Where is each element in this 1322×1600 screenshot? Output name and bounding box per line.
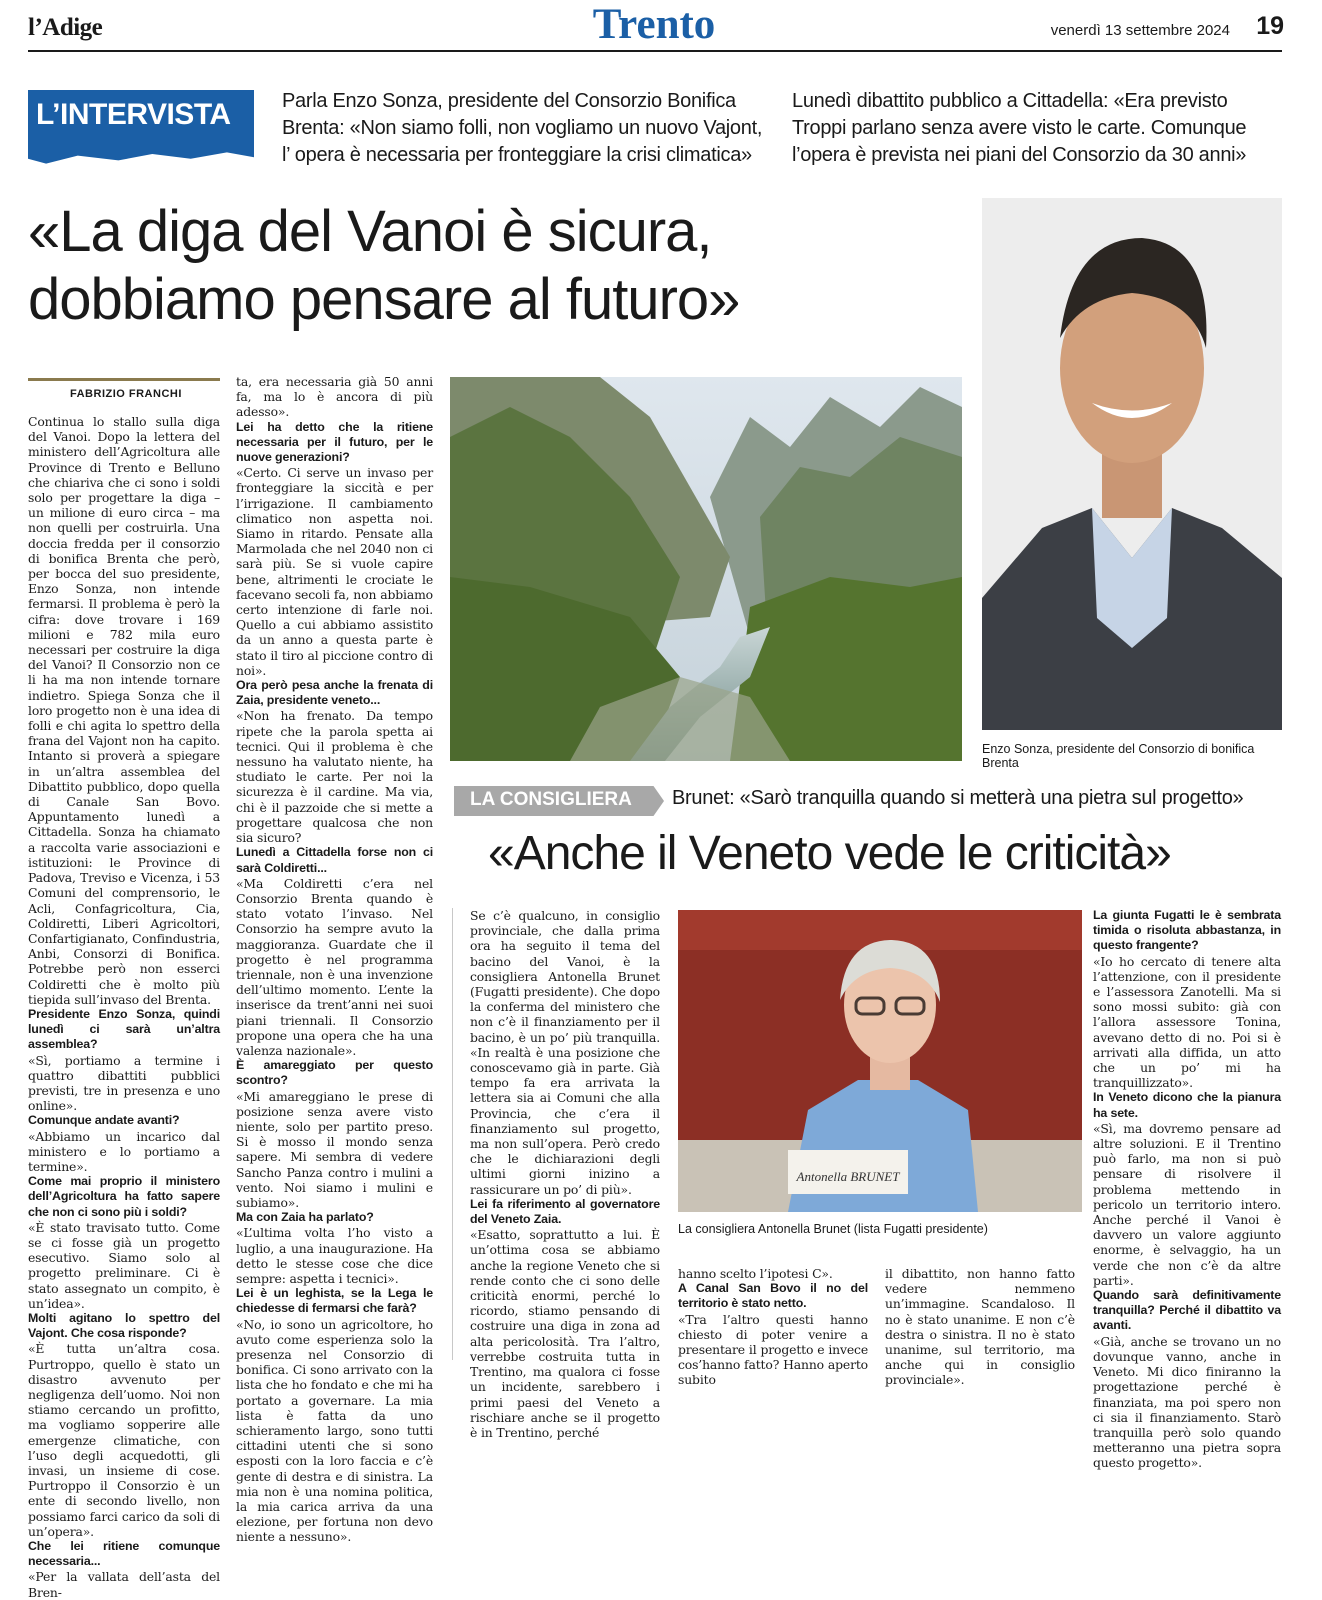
body-paragraph: «Per la vallata dell’asta del Bren- xyxy=(28,1569,220,1600)
body-paragraph: «Sì, portiamo a termine i quattro dibattiti pubblici previsti, tre in presenza e uno online». xyxy=(28,1052,220,1114)
interview-question: È amareggiato per questo scontro? xyxy=(236,1058,433,1088)
body-paragraph: Continua lo stallo sulla diga del Vanoi. Dopo la lettera del ministero dell’Agricoltura alle Province di Trento e Belluno che chiariva che ci sono i soldi solo per progettare la diga – un milione di euro circa – ma non quelli per costruirla. Una doccia fredda per il consorzio di bonifica Brenta che però, per bocca del suo presidente, Enzo Sonza, non intende fermarsi. Il problema è però la cifra: dove trovare i 169 milioni e 782 mila euro necessari per costruire la diga del Vanoi? Il Consorzio non ce li ha ma non intende tornare indietro. Spiega Sonza che il loro progetto non è una idea di folli e chi agita lo spettro della frana del Vajont non ha capito. Intanto si proverà a spiegare in un’altra assemblea del Dibattito pubblico, dopo quella di Canale San Bovo. Appuntamento lunedì a Cittadella. Sonza ha chiamato a raccolta varie associazioni e istituzioni: le Province di Padova, Treviso e Vicenza, i 53 Comuni del comprensorio, le Acli, Confagricoltura, Cia, Coldiretti, Liberi Agricoltori, Confartigianato, Confindustria, Anbi, Consorzi di Bonifica. Potrebbe però non esserci Coldiretti che è molto più tiepida sull’invaso del Brenta. xyxy=(28,414,220,1007)
interview-question: A Canal San Bovo il no del territorio è stato netto. xyxy=(678,1281,868,1311)
brunet-caption: La consigliera Antonella Brunet (lista Fugatti presidente) xyxy=(678,1222,988,1236)
page-number: 19 xyxy=(1256,12,1284,40)
body-paragraph: «Già, anche se trovano un no dovunque vanno, anche in Veneto. Mi dico finiranno la progettazione perché è finanziata, ma poi spero non ci sia il finanziamento. Starò tranquilla però solo quando metteranno una pietra sopra questo progetto». xyxy=(1093,1333,1281,1471)
secondary-kicker: Brunet: «Sarò tranquilla quando si metterà una pietra sul progetto» xyxy=(672,787,1244,809)
article2-column-3 xyxy=(885,1266,1075,1388)
column-divider xyxy=(452,908,453,1360)
interview-question: Ma con Zaia ha parlato? xyxy=(236,1210,374,1225)
issue-date: venerdì 13 settembre 2024 xyxy=(1050,22,1230,39)
nameplate-text: Antonella BRUNET xyxy=(796,1169,900,1184)
headline-line-1: «La diga del Vanoi è sicura, xyxy=(28,199,712,264)
body-paragraph: «Ma Coldiretti c’era nel Consorzio Brenta quando è stato votato l’invaso. Nel Consorzio ha sempre avuto la maggioranza. Guardate che il progetto è nel programma triennale, non è una invenzione dell’ultimo momento. L’ente la inserisce da trent’anni nei suoi piani triennali. Il Consorzio propone una opera che ha una valenza nazionale». xyxy=(236,875,433,1058)
body-paragraph: «L’ultima volta l’ho visto a luglio, a una inaugurazione. Ha detto le stesse cose che dice sempre: aspetta i tecnici». xyxy=(236,1225,433,1286)
interview-question: Presidente Enzo Sonza, quindi lunedì ci sarà un’altra assemblea? xyxy=(28,1006,220,1052)
kicker-summary-right: Lunedì dibattito pubblico a Cittadella: «Era previsto Troppi parlano senza avere visto le carte. Comunque l’opera è prevista nei piani del Consorzio da 30 anni» xyxy=(792,90,1247,166)
interview-question: Che lei ritiene comunque necessaria... xyxy=(28,1539,220,1569)
interview-question: Lei fa riferimento al governatore del Veneto Zaia. xyxy=(470,1196,660,1227)
byline-rule xyxy=(28,378,220,381)
body-paragraph: «Esatto, soprattutto a lui. È un’ottima cosa se abbiamo anche la regione Veneto che si rende conto che ci sono delle criticità enormi, perché lo ricordo, stiamo pensando di costruire una diga in zona ad alta pericolosità. Tra l’altro, verrebbe costruita tutta in Trentino, ma qualora ci fosse un incidente, sarebbero i primi paesi del Veneto a rischiare anche se il progetto è in Trentino, perché xyxy=(470,1227,660,1440)
interview-question: Molti agitano lo spettro del Vajont. Che cosa risponde? xyxy=(28,1310,220,1341)
body-paragraph: il dibattito, non hanno fatto vedere nemmeno un’immagine. Scandaloso. Il no è stato unanime. E non c’è destra o sinistra. Il no è stato unanime, sul territorio, ma anche qui in consiglio provinciale». xyxy=(885,1266,1075,1388)
body-paragraph: «Mi amareggiano le prese di posizione senza avere visto niente, solo per partito preso. Si è mosso il mondo senza sapere. Mi sembra di vedere Sancho Panza contro i mulini a vento. Noi siamo i mulini e subiamo». xyxy=(236,1088,433,1210)
body-paragraph: «Abbiamo un incarico dal ministero e lo portiamo a termine». xyxy=(28,1128,220,1174)
article-column-1 xyxy=(28,414,220,1600)
interview-question: La giunta Fugatti le è sembrata timida o risoluta abbastanza, in questo frangente? xyxy=(1093,908,1281,953)
kicker-summary-left: Parla Enzo Sonza, presidente del Consorzio Bonifica Brenta: «Non siamo folli, non vogliamo un nuovo Vajont, l’ opera è necessaria per fronteggiare la crisi climatica» xyxy=(282,90,763,166)
brunet-photo xyxy=(678,910,1082,1212)
body-paragraph: «Tra l’altro questi hanno chiesto di poter venire a presentare il progetto e invece cos’hanno fatto? Hanno aperto subito xyxy=(678,1311,868,1388)
headline-line-2: dobbiamo pensare al futuro» xyxy=(28,267,740,332)
interview-question: In Veneto dicono che la pianura ha sete. xyxy=(1093,1090,1281,1120)
portrait-caption: Enzo Sonza, presidente del Consorzio di bonifica Brenta xyxy=(982,742,1255,770)
section-title: Trento xyxy=(592,1,716,48)
portrait-photo xyxy=(982,198,1282,730)
article2-column-4 xyxy=(1093,908,1281,1471)
article2-column-2 xyxy=(678,1266,868,1388)
interview-question: Lei è un leghista, se la Lega le chiedesse di fermarsi che farà? xyxy=(236,1286,433,1316)
body-paragraph: «È tutta un’altra cosa. Purtroppo, quello è stato un disastro avvenuto per negligenza dell’uomo. Noi non stiamo cercando un profitto, ma vogliamo sopperire alle emergenze climatiche, con l’uso degli acquedotti, gli invasi, un insieme di cose. Purtroppo il Consorzio è un ente di secondo livello, non possiamo farci carico da soli di un’opera». xyxy=(28,1341,220,1539)
body-paragraph: «Non ha frenato. Da tempo ripete che la parola spetta ai tecnici. Qui il problema è che nessuno ha valutato niente, ha studiato le carte. Per noi la sicurezza è il cardine. Ma via, chi è il pazzoide che si mette a progettare qualcosa che non sia sicuro? xyxy=(236,708,433,846)
body-paragraph: «Io ho cercato di tenere alta l’attenzione, con il presidente e l’assessora Zanotelli. Ma si sono mossi subito: già con l’allora assessore Tonina, avevano detto di no. Poi si è arrivati alla diffida, un atto che un po’ mi ha tranquillizzato». xyxy=(1093,953,1281,1091)
article-column-2 xyxy=(236,374,433,1545)
body-paragraph: hanno scelto l’ipotesi C». xyxy=(678,1266,833,1281)
body-paragraph: «No, io sono un agricoltore, ho avuto come esperienza solo la presenza nel Consorzio di bonifica. Ci sono arrivato con la lista che ho fondato e che mi ha portato a governare. La mia lista è fatta da uno schieramento largo, sono tutti cittadini utenti che si sono esposti con la loro faccia e c’è gente di destra e di sinistra. La mia non è una nomina politica, la mia carica arriva da una elezione, per fortuna non devo niente a nessuno». xyxy=(236,1316,433,1545)
article2-column-1 xyxy=(470,908,660,1440)
masthead-rule xyxy=(28,50,1282,52)
body-paragraph: «Sì, ma dovremo pensare ad altre soluzioni. E il Trentino può farlo, ma non si può pensare di risolvere il problema mettendo in pericolo un territorio intero. Anche perché il Vanoi è davvero un valore aggiunto enorme, è selvaggio, ha un verde che non c’è da altre parti». xyxy=(1093,1120,1281,1288)
body-paragraph: ta, era necessaria già 50 anni fa, ma lo è ancora di più adesso». xyxy=(236,374,433,420)
body-paragraph: «È stato travisato tutto. Come se ci fosse già un progetto esecutivo. Siamo solo al progetto preliminare. Ci è stato assegnato un compito, è un’idea». xyxy=(28,1219,220,1311)
interview-question: Quando sarà definitivamente tranquilla? Perché il dibattito va avanti. xyxy=(1093,1288,1281,1333)
valley-photo xyxy=(450,377,962,761)
interview-question: Lunedì a Cittadella forse non ci sarà Coldiretti... xyxy=(236,845,433,875)
newspaper-logo: l’Adige xyxy=(28,14,103,41)
body-paragraph: Se c’è qualcuno, in consiglio provinciale, che dalla prima ora ha seguito il tema del bacino del Vanoi, è la consigliera Antonella Brunet (Fugatti presidente). Che dopo la conferma del ministero che non c’è il finanziamento per il bacino, è un po’ più tranquilla. «In realtà è una posizione che conoscevamo già in parte. Già tempo fa era arrivata la lettera sia ai Comuni che alla Provincia, che c’era il finanziamento sul progetto, ma non sull’opera. Però credo che le dichiarazioni degli ultimi giorni inizino a rassicurare un po’ di più». xyxy=(470,908,660,1197)
byline: FABRIZIO FRANCHI xyxy=(70,388,182,400)
main-headline xyxy=(28,198,978,334)
interview-question: Lei ha detto che la ritiene necessaria per il futuro, per le nuove generazioni? xyxy=(236,419,433,465)
interview-question: Comunque andate avanti? xyxy=(28,1113,180,1128)
secondary-headline: «Anche il Veneto vede le criticità» xyxy=(488,827,1171,880)
interview-question: Come mai proprio il ministero dell’Agricoltura ha fatto sapere che non ci sono più i soldi? xyxy=(28,1174,220,1219)
body-paragraph: «Certo. Ci serve un invaso per fronteggiare la siccità e per l’irrigazione. Il cambiamento climatico non aspetta noi. Siamo in ritardo. Pensate alla Marmolada che nel 2040 non ci sarà più. Se si vuole capire bene, altrimenti le crociate le facevano secoli fa, non abbiamo certo intenzione di farle noi. Quello a cui abbiamo assistito da un anno a questa parte è stato il tiro al piccione contro di noi». xyxy=(236,465,433,678)
kicker-badge-label: L’INTERVISTA xyxy=(36,98,231,131)
interview-question: Ora però pesa anche la frenata di Zaia, presidente veneto... xyxy=(236,678,433,708)
section-badge-label: LA CONSIGLIERA xyxy=(470,789,632,810)
